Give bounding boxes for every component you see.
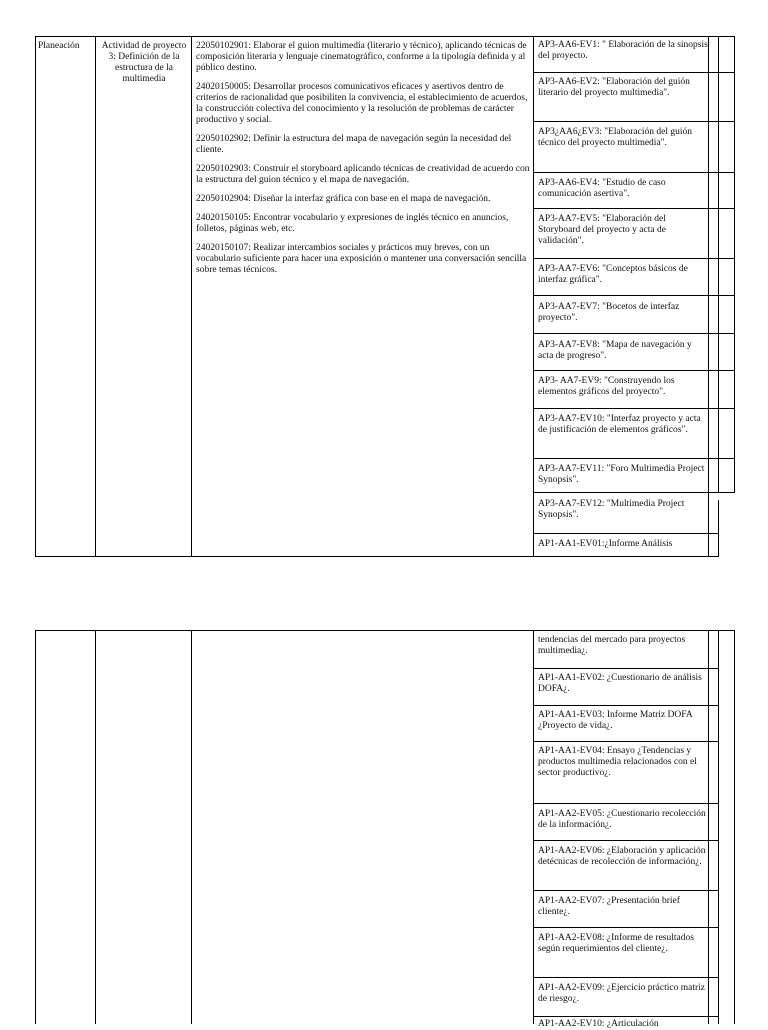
col-divider-3 <box>533 36 534 556</box>
col-divider-2 <box>191 36 192 556</box>
col-divider-1 <box>95 36 96 556</box>
col-divider-5 <box>718 630 719 1024</box>
evidence-item: AP3- AA7-EV9: "Construyendo los elementos gráficos del proyecto". <box>538 376 675 397</box>
evidence-item: AP3-AA7-EV7: "Bocetos de interfaz proyecto". <box>538 302 680 323</box>
evidence-item: AP3-AA7-EV11: "Foro Multimedia Project Synopsis". <box>538 464 705 485</box>
evidence-item: AP1-AA2-EV10: ¿Articulación <box>538 1019 659 1029</box>
page-2 <box>0 600 768 1029</box>
row-line <box>533 258 735 259</box>
border-right <box>734 36 735 492</box>
row-line <box>533 370 735 371</box>
row-line <box>533 208 735 209</box>
row-line <box>533 492 735 493</box>
evidence-item: AP3-AA7-EV8: "Mapa de navegación y acta de progreso". <box>538 340 692 361</box>
evidence-item: AP1-AA1-EV04: Ensayo ¿Tendencias y productos multimedia relacionados con el sector productivo¿. <box>538 746 697 778</box>
competence-item: 24020150105: Encontrar vocabulario y expresiones de inglés técnico en anuncios, folletos, páginas web, etc. <box>196 213 509 234</box>
evidence-item: AP3-AA6-EV4: "Estudio de caso comunicación asertiva". <box>538 178 666 199</box>
phase-cell: Planeación <box>38 41 80 51</box>
row-line <box>533 72 735 73</box>
border-left <box>35 36 36 556</box>
col-divider-4 <box>708 36 709 556</box>
evidence-item: AP3-AA6-EV1: " Elaboración de la sinopsis del proyecto. <box>538 40 708 61</box>
row-line <box>533 121 735 122</box>
table-top-border <box>35 36 735 37</box>
evidence-item: AP3-AA6-EV2: "Elaboración del guión literario del proyecto multimedia". <box>538 77 690 98</box>
evidence-item: AP3-AA7-EV10: "Interfaz proyecto y acta de justificación de elementos gráficos". <box>538 414 701 435</box>
row-line <box>533 977 719 978</box>
border-right <box>734 630 735 1024</box>
row-line <box>533 172 735 173</box>
evidence-item: AP1-AA2-EV09: ¿Ejercicio práctico matriz de riesgo¿. <box>538 983 705 1004</box>
row-line <box>533 803 719 804</box>
competence-item: 24020150005: Desarrollar procesos comunicativos eficaces y asertivos dentro de criterios de racionalidad que posibiliten la convivencia, el establecimiento de acuerdos, la construcción colectiva del conocimiento y la resolución de problemas de carácter productivo y social. <box>196 82 528 125</box>
evidence-item: AP3¿AA6¿EV3: "Elaboración del guión técnico del proyecto multimedia". <box>538 127 692 148</box>
competence-item: 22050102903: Construir el storyboard aplicando técnicas de creatividad de acuerdo con la estructura del guion técnico y el mapa de navegación. <box>196 164 530 185</box>
activity-cell: Actividad de proyecto 3: Definición de la estructura de la multimedia <box>101 41 187 84</box>
col-divider-4 <box>708 630 709 1024</box>
row-line <box>533 1016 719 1017</box>
competence-item: 22050102902: Definir la estructura del mapa de navegación según la necesidad del cliente. <box>196 134 512 155</box>
row-line <box>533 668 719 669</box>
evidence-item: AP1-AA2-EV06: ¿Elaboración y aplicación detécnicas de recolección de información¿. <box>538 846 706 867</box>
competence-item: 24020150107: Realizar intercambios sociales y prácticos muy breves, con un vocabulario suficiente para hacer una exposición o mantener una conversación sencilla sobre temas técnicos. <box>196 243 527 275</box>
evidence-item: AP1-AA2-EV07: ¿Presentación brief cliente¿. <box>538 896 680 917</box>
row-line <box>533 458 735 459</box>
col-divider-1 <box>95 630 96 1024</box>
row-line <box>533 741 719 742</box>
row-line <box>533 927 719 928</box>
row-line <box>533 890 719 891</box>
row-line <box>533 295 735 296</box>
evidence-item: tendencias del mercado para proyectos multimedia¿. <box>538 635 686 656</box>
evidence-item: AP1-AA1-EV03: Informe Matriz DOFA ¿Proyecto de vida¿. <box>538 710 693 731</box>
competence-item: 22050102901: Elaborar el guion multimedia (literario y técnico), aplicando técnicas de composición literaria y lenguaje cinematográfico, conforme a la tipología definida y al público destino. <box>196 41 527 73</box>
evidence-item: AP3-AA7-EV6: "Conceptos básicos de interfaz gráfica". <box>538 264 688 285</box>
competences-cell <box>196 41 530 284</box>
col-divider-3 <box>533 630 534 1024</box>
evidence-item: AP1-AA1-EV01:¿Informe Análisis <box>538 539 673 549</box>
evidence-item: AP3-AA7-EV12: "Multimedia Project Synopsis". <box>538 499 685 520</box>
col-divider-5-lower <box>718 500 719 556</box>
table-bottom-border <box>35 556 719 557</box>
border-left <box>35 630 36 1024</box>
evidence-item: AP3-AA7-EV5: "Elaboración del Storyboard del proyecto y acta de validación". <box>538 214 666 246</box>
evidence-item: AP1-AA1-EV02: ¿Cuestionario de análisis DOFA¿. <box>538 673 702 694</box>
row-line <box>533 705 719 706</box>
col-divider-2 <box>191 630 192 1024</box>
row-line <box>533 840 719 841</box>
col-divider-5 <box>718 36 719 492</box>
row-line <box>533 408 735 409</box>
evidence-item: AP1-AA2-EV05: ¿Cuestionario recolección de la información¿. <box>538 809 706 830</box>
table-top-border <box>35 630 735 631</box>
evidence-item: AP1-AA2-EV08: ¿Informe de resultados según requerimientos del cliente¿. <box>538 933 694 954</box>
row-line <box>533 533 719 534</box>
row-line <box>533 333 735 334</box>
competence-item: 22050102904: Diseñar la interfaz gráfica con base en el mapa de navegación. <box>196 194 491 204</box>
